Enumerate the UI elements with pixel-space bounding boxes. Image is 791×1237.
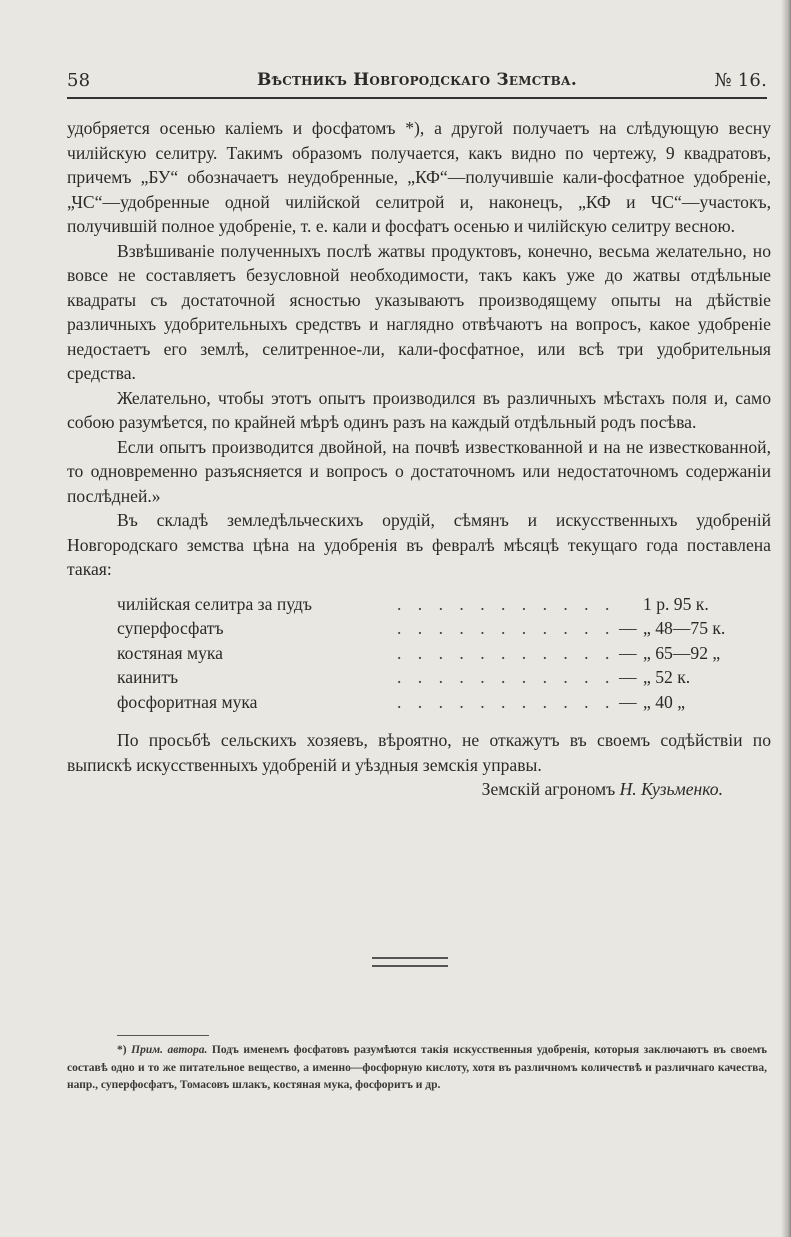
- price-row: [67, 690, 771, 715]
- price-item-name: суперфосфатъ: [117, 618, 224, 638]
- price-item-name: костяная мука: [117, 642, 223, 663]
- price-row: [67, 641, 771, 666]
- leader-dots: . . . . . . . . . . .: [397, 691, 616, 712]
- running-header: [67, 70, 767, 94]
- footnote-text: Подъ именемъ фосфатовъ разумѣются такія искусственныя удобренія, которыя заключаютъ въ своемъ составѣ одно и то же питательное вещество, а именно—фосфорную кислоту, хотя въ различномъ количествѣ и различнаго качества, напр., суперфосфатъ, Томасовъ шлакъ, костяная мука, фосфоритъ и др.: [67, 1044, 768, 1092]
- price-item-name: чилійская селитра за пудъ: [117, 593, 312, 614]
- issue-number: № 16.: [714, 70, 767, 91]
- leader-dots: . . . . . . . . . . .: [397, 642, 616, 663]
- paragraph-5: Въ складѣ земледѣльческихъ орудій, сѣмянъ и искусственныхъ удобреній Новгородскаго земства цѣна на удобренія въ февралѣ мѣсяцѣ текущаго года поставлена такая:: [67, 510, 771, 579]
- footnote: [67, 1042, 767, 1095]
- signature-name: Н. Кузьменко.: [619, 779, 723, 799]
- price-item-name: фосфоритная мука: [117, 691, 258, 712]
- article-body: [67, 116, 771, 802]
- price-value: „ 65—92 „: [643, 642, 721, 663]
- footnote-mark: *): [117, 1044, 127, 1056]
- price-item-name: каинитъ: [117, 667, 179, 687]
- paragraph-4: Если опытъ производится двойной, на почвѣ известкованной и на не известкованной, то одновременно разъясняется и вопросъ о достаточномъ или недостаточномъ содержаніи послѣдней.»: [67, 436, 771, 506]
- price-dash: —: [619, 667, 637, 687]
- paragraph-2: Взвѣшиваніе полученныхъ послѣ жатвы продуктовъ, конечно, весьма желательно, но вовсе не составляетъ безусловной необходимости, такъ какъ уже до жатвы отдѣльные квадраты съ достаточной ясностью указываютъ производящему опыты на дѣйствіе различныхъ удобрительныхъ средствъ и наглядно отвѣчаютъ на вопросъ, какое удобреніе недостаетъ его землѣ, селитренное-ли, кали-фосфатное, или всѣ три удобрительныя средства.: [67, 240, 771, 383]
- leader-dots: . . . . . . . . . . .: [397, 593, 616, 614]
- leader-dots: . . . . . . . . . . .: [397, 618, 616, 638]
- price-value: „ 40 „: [643, 691, 686, 712]
- page-number: 58: [67, 70, 91, 91]
- price-row: [67, 665, 771, 690]
- paragraph-6: По просьбѣ сельскихъ хозяевъ, вѣроятно, не откажутъ въ своемъ содѣйствіи по выпискѣ искусственныхъ удобреній и уѣздныя земскія управы.: [67, 730, 771, 775]
- leader-dots: . . . . . . . . . . .: [397, 667, 616, 687]
- header-rule: [67, 97, 767, 99]
- page-edge-shadow: [781, 0, 791, 1237]
- price-dash: —: [619, 642, 637, 663]
- price-value: „ 48—75 к.: [643, 618, 726, 638]
- price-list: [67, 592, 771, 715]
- price-dash: —: [619, 691, 637, 712]
- journal-title: Вѣстникъ Новгородскаго Земства.: [256, 70, 578, 90]
- signature: [67, 777, 771, 802]
- price-row: [67, 592, 771, 617]
- footnote-label: Прим. автора.: [131, 1044, 208, 1056]
- price-value: „ 52 к.: [643, 667, 691, 687]
- paragraph-3: Желательно, чтобы этотъ опытъ производился въ различныхъ мѣстахъ поля и, само собою разумѣется, по крайней мѣрѣ одинъ разъ на каждый отдѣльный родъ посѣва.: [67, 387, 771, 432]
- price-value: 1 р. 95 к.: [643, 593, 709, 614]
- signature-role: Земскій агрономъ: [481, 779, 616, 799]
- paragraph-1: удобряется осенью каліемъ и фосфатомъ *), а другой получаетъ на слѣдующую весну чилійскую селитру. Такимъ образомъ получается, какъ видно по чертежу, 9 квадратовъ, причемъ „БУ“ обозначаетъ неудобренные, „КФ“—получившіе кали-фосфатное удобреніе, „ЧС“—удобренные одной чилійской селитрой и, наконецъ, „КФ и ЧС“—участокъ, получившій полное удобреніе, т. е. кали и фосфатъ осенью и чилійскую селитру весною.: [67, 118, 771, 236]
- price-row: [67, 616, 771, 641]
- price-dash: —: [619, 618, 637, 638]
- footnote-rule: [117, 1035, 209, 1036]
- section-divider: [372, 957, 448, 967]
